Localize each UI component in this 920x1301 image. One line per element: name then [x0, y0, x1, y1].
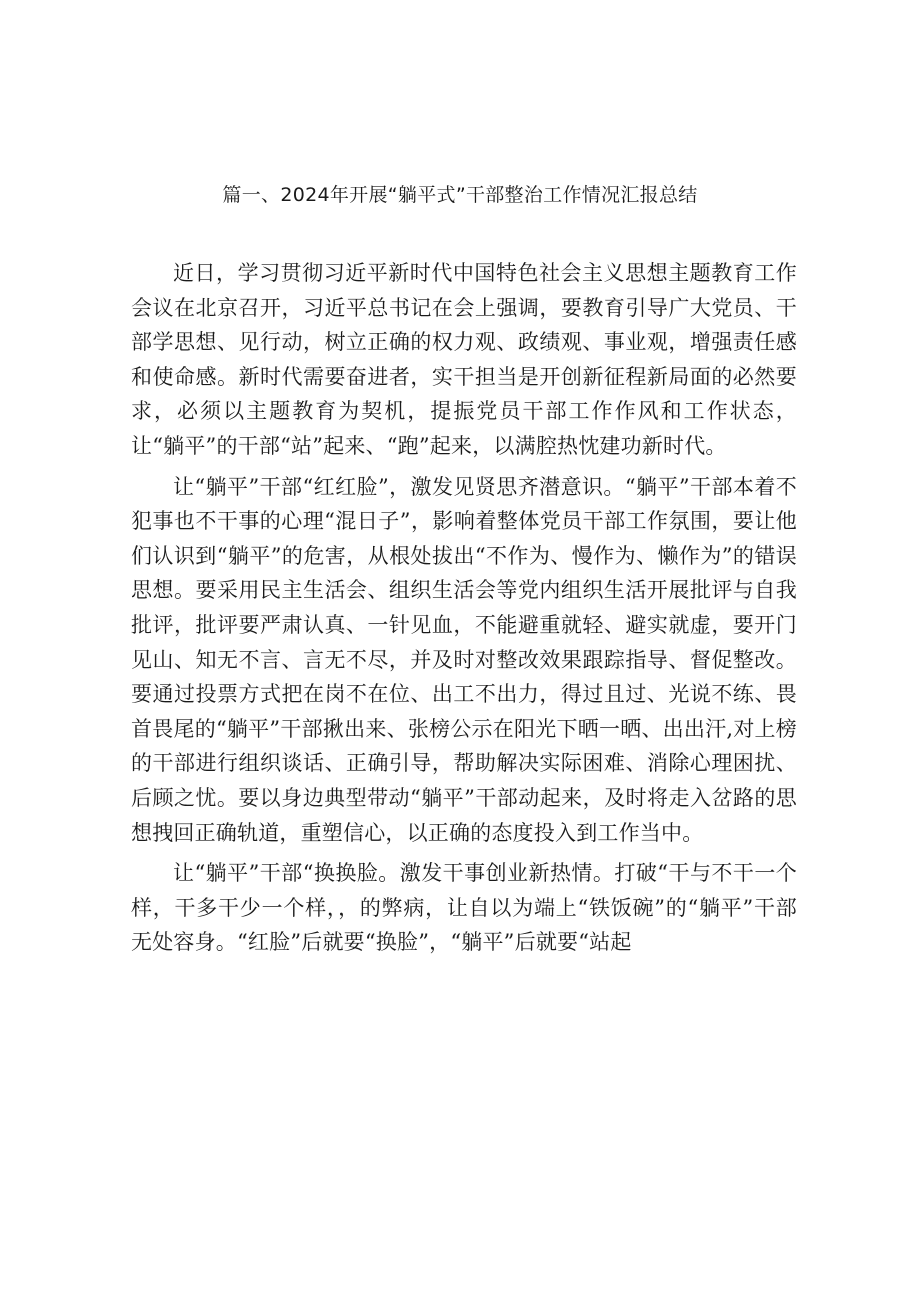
document-title: 篇一、2024年开展“躺平式”干部整治工作情况汇报总结 [222, 184, 698, 206]
paragraph-1: 近日，学习贯彻习近平新时代中国特色社会主义思想主题教育工作会议在北京召开，习近平总书记在会上强调，要教育引导广大党员、干部学思想、见行动，树立正确的权力观、政绩观、事业观，增强责任感和使命感。新时代需要奋进者，实干担当是开创新征程新局面的必然要求，必须以主题教育为契机，提振党员干部工作作风和工作状态，让“躺平”的干部“站”起来、“跑”起来，以满腔热忱建功新时代。 [131, 261, 797, 458]
paragraph-3: 让“躺平”干部“换换脸。激发干事创业新热情。打破“干与不干一个样，干多干少一个样，，的弊病，让自以为端上“铁饭碗”的“躺平”干部无处容身。“红脸”后就要“换脸”，“躺平”后就要“站起 [131, 861, 797, 955]
document-body [131, 256, 797, 966]
paragraph-2: 让“躺平”干部“红红脸”，激发见贤思齐潜意识。“躺平”干部本着不犯事也不干事的心理“混日子”，影响着整体党员干部工作氛围，要让他们认识到“躺平”的危害，从根处拔出“不作为、慢作为、懒作为”的错误思想。要采用民主生活会、组织生活会等党内组织生活开展批评与自我批评，批评要严肃认真、一针见血，不能避重就轻、避实就虚，要开门见山、知无不言、言无不尽，并及时对整改效果跟踪指导、督促整改。要通过投票方式把在岗不在位、出工不出力，得过且过、光说不练、畏首畏尾的“躺平”干部揪出来、张榜公示在阳光下晒一晒、出出汗,对上榜的干部进行组织谈话、正确引导，帮助解决实际困难、消除心理困扰、后顾之忧。要以身边典型带动“躺平”干部动起来，及时将走入岔路的思想拽回正确轨道，重塑信心，以正确的态度投入到工作当中。 [131, 474, 797, 845]
